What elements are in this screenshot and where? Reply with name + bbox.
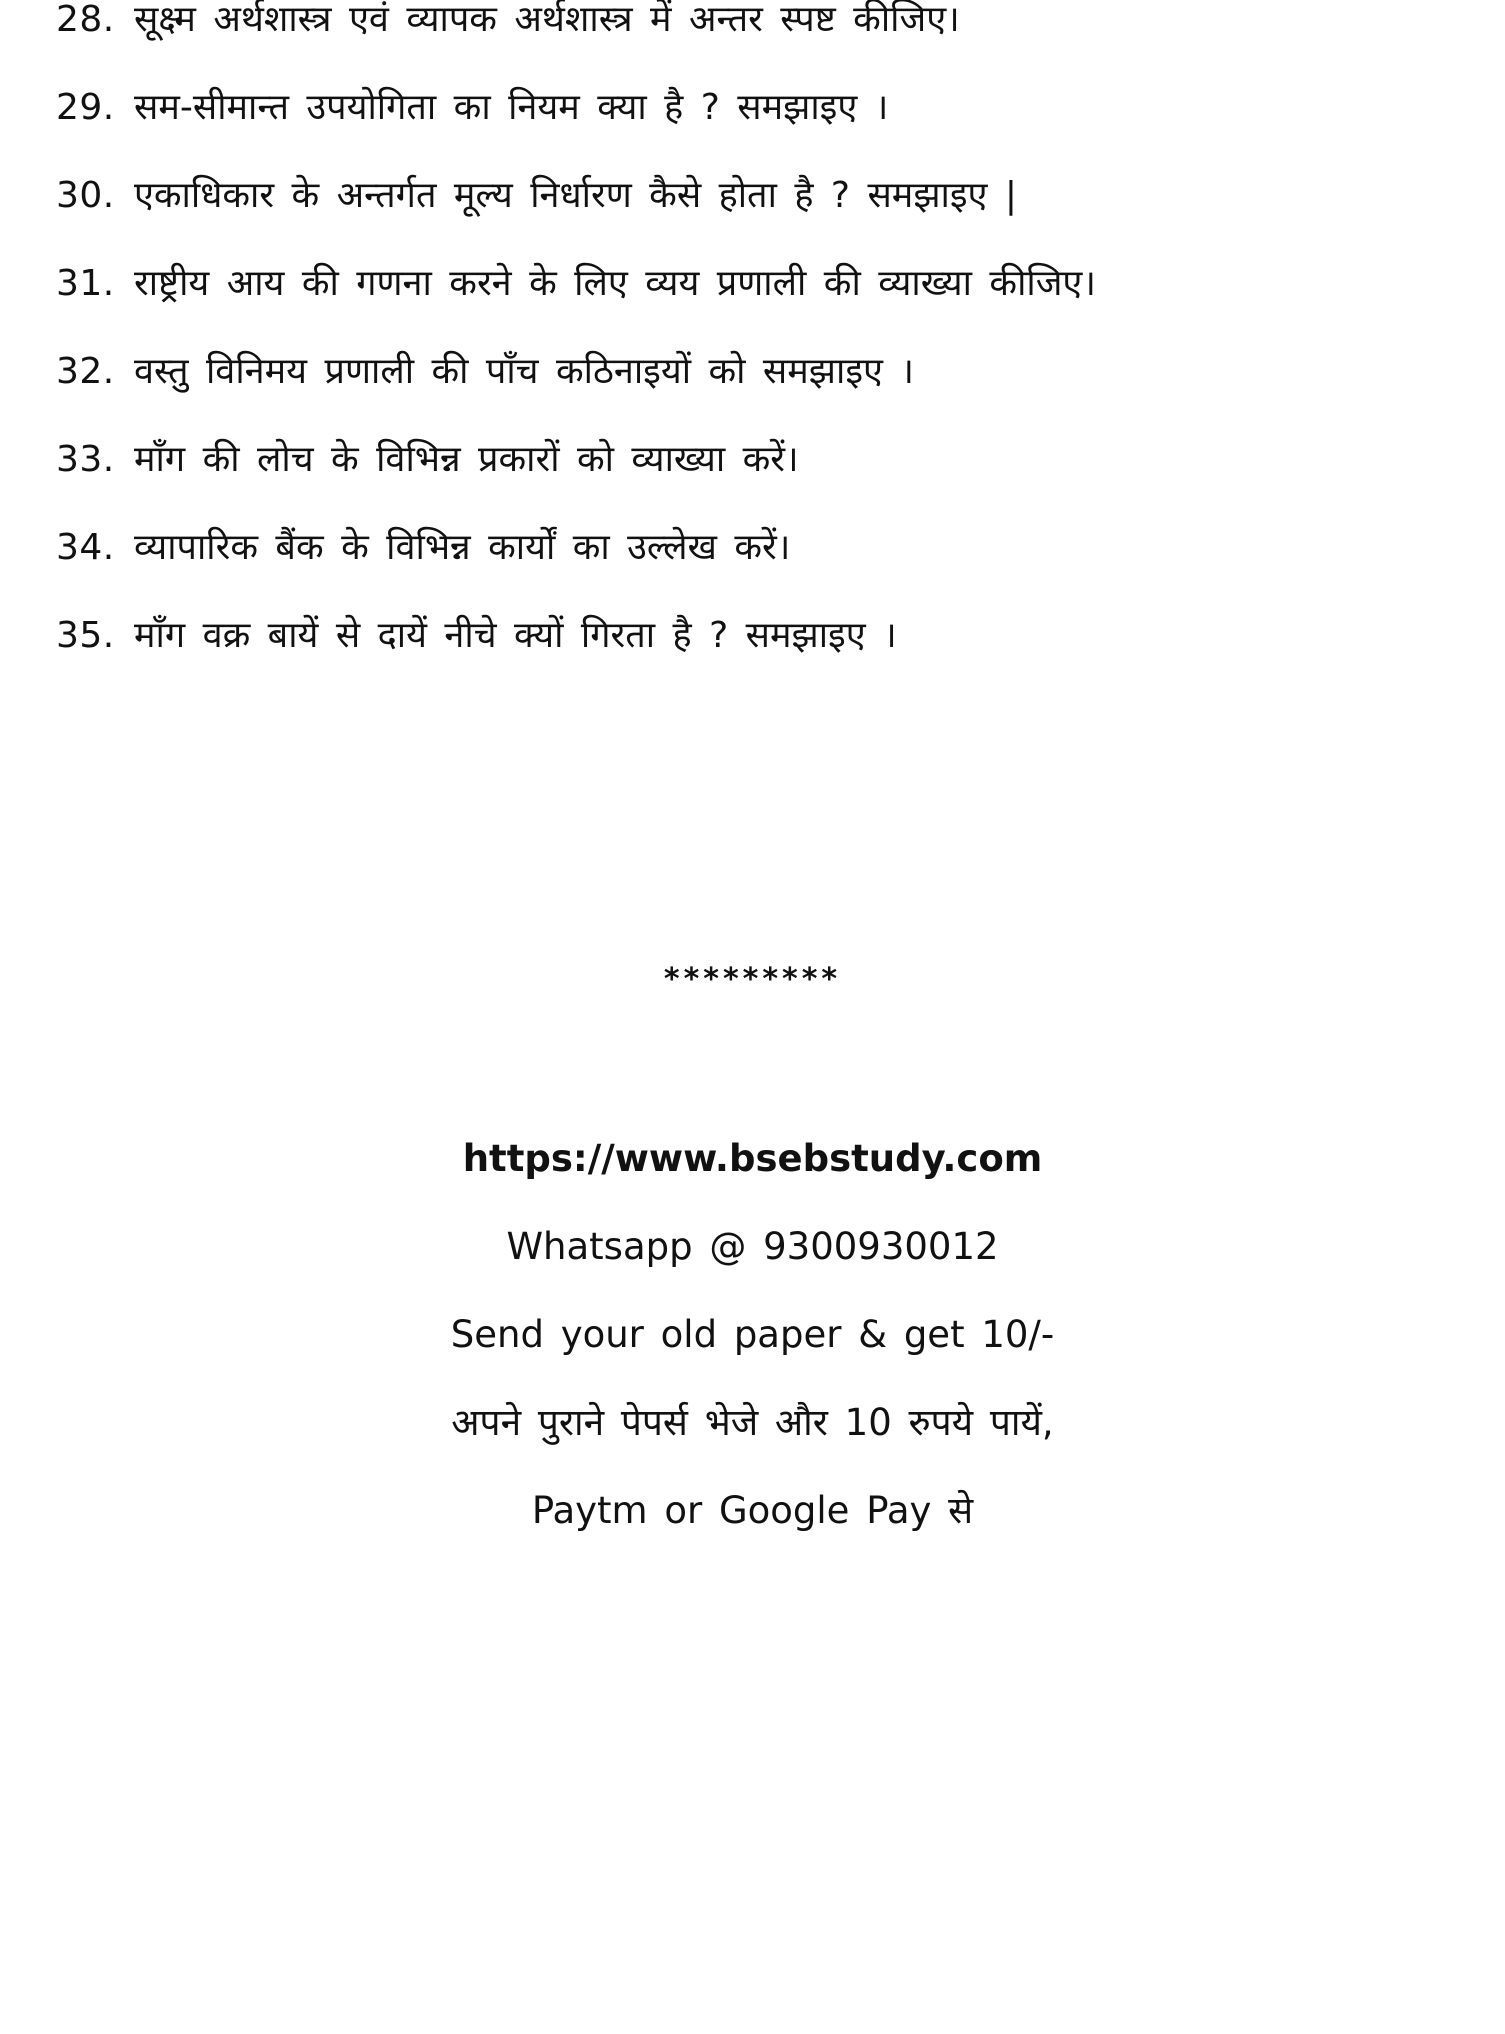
question-list [56,0,1476,700]
website-link[interactable]: https://www.bsebstudy.com [462,1137,1043,1180]
footer [0,1135,1505,1575]
question-item [56,172,1476,260]
question-number: 35. [56,615,115,656]
offer-hindi: अपने पुराने पेपर्स भेजे और 10 रुपये पायें, [451,1401,1054,1444]
question-item [56,612,1476,700]
question-item [56,436,1476,524]
question-number: 33. [56,439,115,480]
question-item [56,260,1476,348]
whatsapp-contact: Whatsapp @ 9300930012 [506,1225,999,1268]
question-number: 29. [56,87,115,128]
question-number: 28. [56,0,115,40]
offer-english: Send your old paper & get 10/- [450,1313,1055,1356]
question-number: 30. [56,175,115,216]
question-item [56,348,1476,436]
question-item [56,0,1476,84]
question-text: वस्तु विनिमय प्रणाली की पाँच कठिनाइयों को समझाइए । [134,351,914,392]
payment-methods: Paytm or Google Pay से [531,1489,974,1532]
question-text: व्यापारिक बैंक के विभिन्न कार्यों का उल्लेख करें। [134,527,791,568]
question-item [56,524,1476,612]
question-text: राष्ट्रीय आय की गणना करने के लिए व्यय प्रणाली की व्याख्या कीजिए। [134,263,1096,304]
question-text: माँग वक्र बायें से दायें नीचे क्यों गिरता है ? समझाइए । [134,615,897,656]
question-text: माँग की लोच के विभिन्न प्रकारों को व्याख्या करें। [134,439,799,480]
separator-stars: ********* [663,962,842,997]
question-text: सूक्ष्म अर्थशास्त्र एवं व्यापक अर्थशास्त्र में अन्तर स्पष्ट कीजिए। [134,0,960,40]
question-number: 34. [56,527,115,568]
question-number: 32. [56,351,115,392]
question-text: एकाधिकार के अन्तर्गत मूल्य निर्धारण कैसे होता है ? समझाइए | [134,175,1018,216]
question-number: 31. [56,263,115,304]
question-text: सम-सीमान्त उपयोगिता का नियम क्या है ? समझाइए । [134,87,889,128]
question-item [56,84,1476,172]
